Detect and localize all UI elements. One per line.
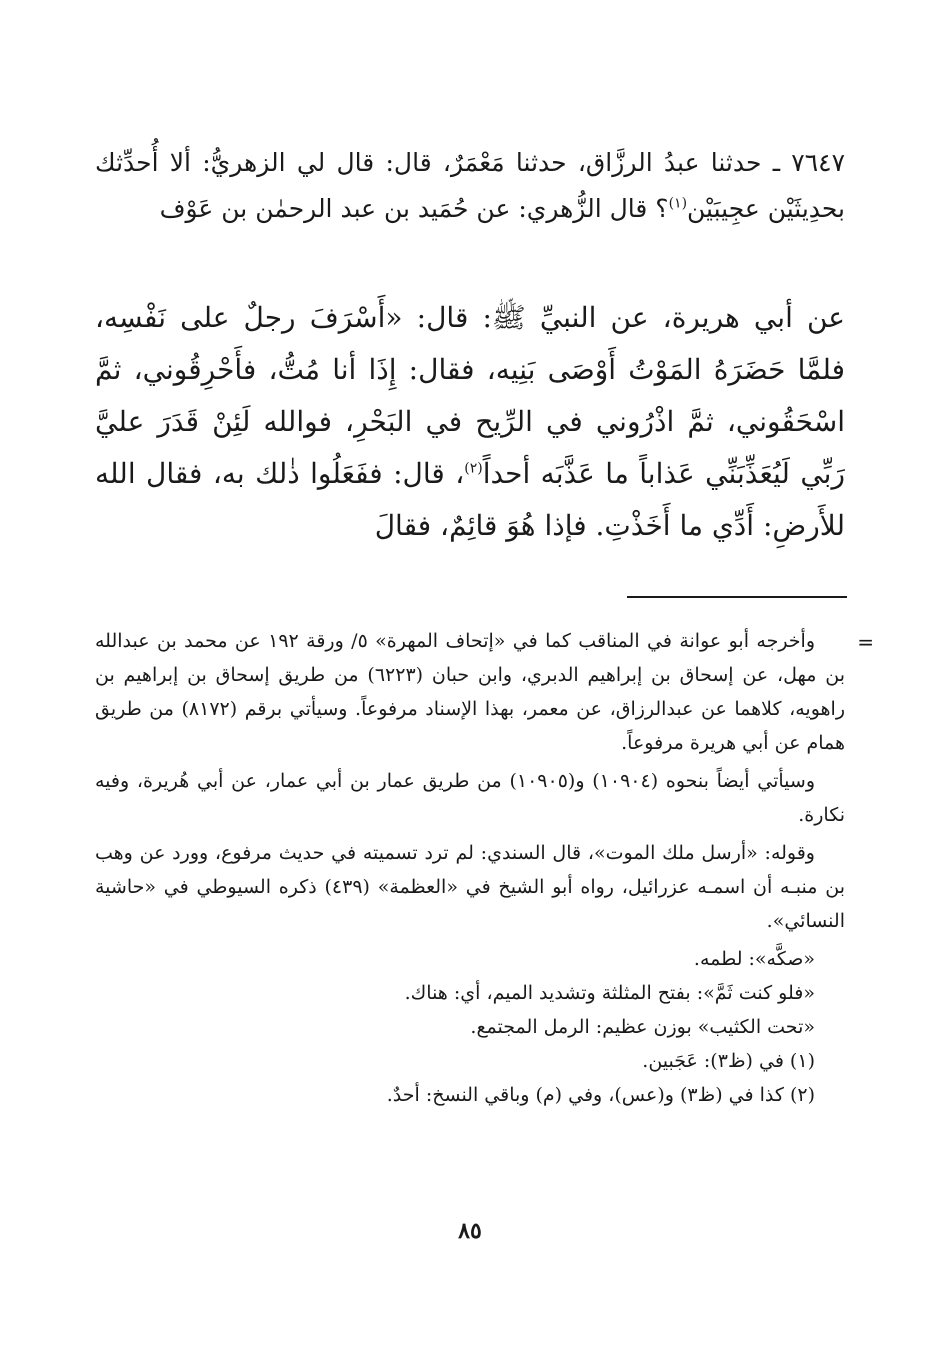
matn-text-rest: ، قال: ففَعَلُوا ذٰلك به، فقال الله للأَرضِ: أَدِّي ما أَخَذْتِ. فإذا هُوَ قائِمٌ، فقالَ	[95, 457, 845, 542]
isnad-text-rest: ؟ قال الزُّهري: عن حُمَيد بن عبد الرحمٰن بن عَوْف	[159, 194, 669, 223]
continuation-mark: =	[857, 630, 874, 654]
footnote-takhrij: وأخرجه أبو عوانة في المناقب كما في «إتحاف المهرة» ٥/ ورقة ١٩٢ عن محمد بن عبدالله بن مهل، عن إسحاق بن إبراهيم الدبري، وابن حبان (٦٢٢٣) من طريق إسحاق بن إبراهيم بن راهويه، كلاهما عن عبدالرزاق، عن معمر، بهذا الإسناد مرفوعاً. وسيأتي برقم (٨١٧٢) من طريق همام عن أبي هريرة مرفوعاً.	[95, 630, 846, 754]
footnote-divider	[627, 596, 847, 598]
matn-text: عن أبي هريرة، عن النبيِّ ﷺ: قال: «أَسْرَفَ رجلٌ على نَفْسِه، فلمَّا حَضَرَهُ المَوْتُ أَوْصَى بَنِيه، فقال: إِذَا أنا مُتُّ، فأَحْرِقُوني، ثمَّ اسْحَقُوني، ثمَّ اذْرُوني في الرِّيح في البَحْرِ، فوالله لَئِنْ قَدَرَ عليَّ رَبِّي لَيُعَذِّبَنِّي عَذاباً ما عَذَّبَه أحداً	[95, 301, 845, 490]
footnote-1: (١) في (ظ٣): عَجَبين.	[642, 1050, 815, 1072]
hadith-isnad-paragraph	[95, 140, 845, 232]
hadith-matn-paragraph	[95, 292, 845, 552]
footnote-ref-1: (١)	[668, 195, 688, 212]
footnote-ref-2: (٢)	[464, 460, 483, 477]
footnote-see-also: وسيأتي أيضاً بنحوه (١٠٩٠٤) و(١٠٩٠٥) من طريق عمار بن أبي عمار، عن أبي هُريرة، وفيه نكارة.	[95, 770, 845, 826]
isnad-text: ٧٦٤٧ ـ حدثنا عبدُ الرزَّاق، حدثنا مَعْمَرٌ، قال: قال لي الزهريُّ: ألا أُحدِّثك بحدِيثَيْن عجِيبَيْن	[95, 148, 845, 223]
footnotes-section	[95, 624, 845, 1112]
gloss-sakkahu: «صكَّه»: لطمه.	[693, 948, 815, 970]
gloss-kathib: «تحت الكثيب» بوزن عظيم: الرمل المجتمع.	[470, 1016, 815, 1038]
gloss-thamma: «فلو كنت ثَمَّ»: بفتح المثلثة وتشديد الميم، أي: هناك.	[404, 982, 815, 1004]
page-number: ٨٥	[458, 1218, 482, 1244]
footnote-sindi-comment: وقوله: «أرسل ملك الموت»، قال السندي: لم ترد تسميته في حديث مرفوع، وورد عن وهب بن منبـه أن اسمـه عزرائيل، رواه أبو الشيخ في «العظمة» (٤٣٩) ذكره السيوطي في «حاشية النسائي».	[95, 842, 845, 932]
footnote-2: (٢) كذا في (ظ٣) و(عس)، وفي (م) وباقي النسخ: أحدٌ.	[386, 1084, 815, 1106]
